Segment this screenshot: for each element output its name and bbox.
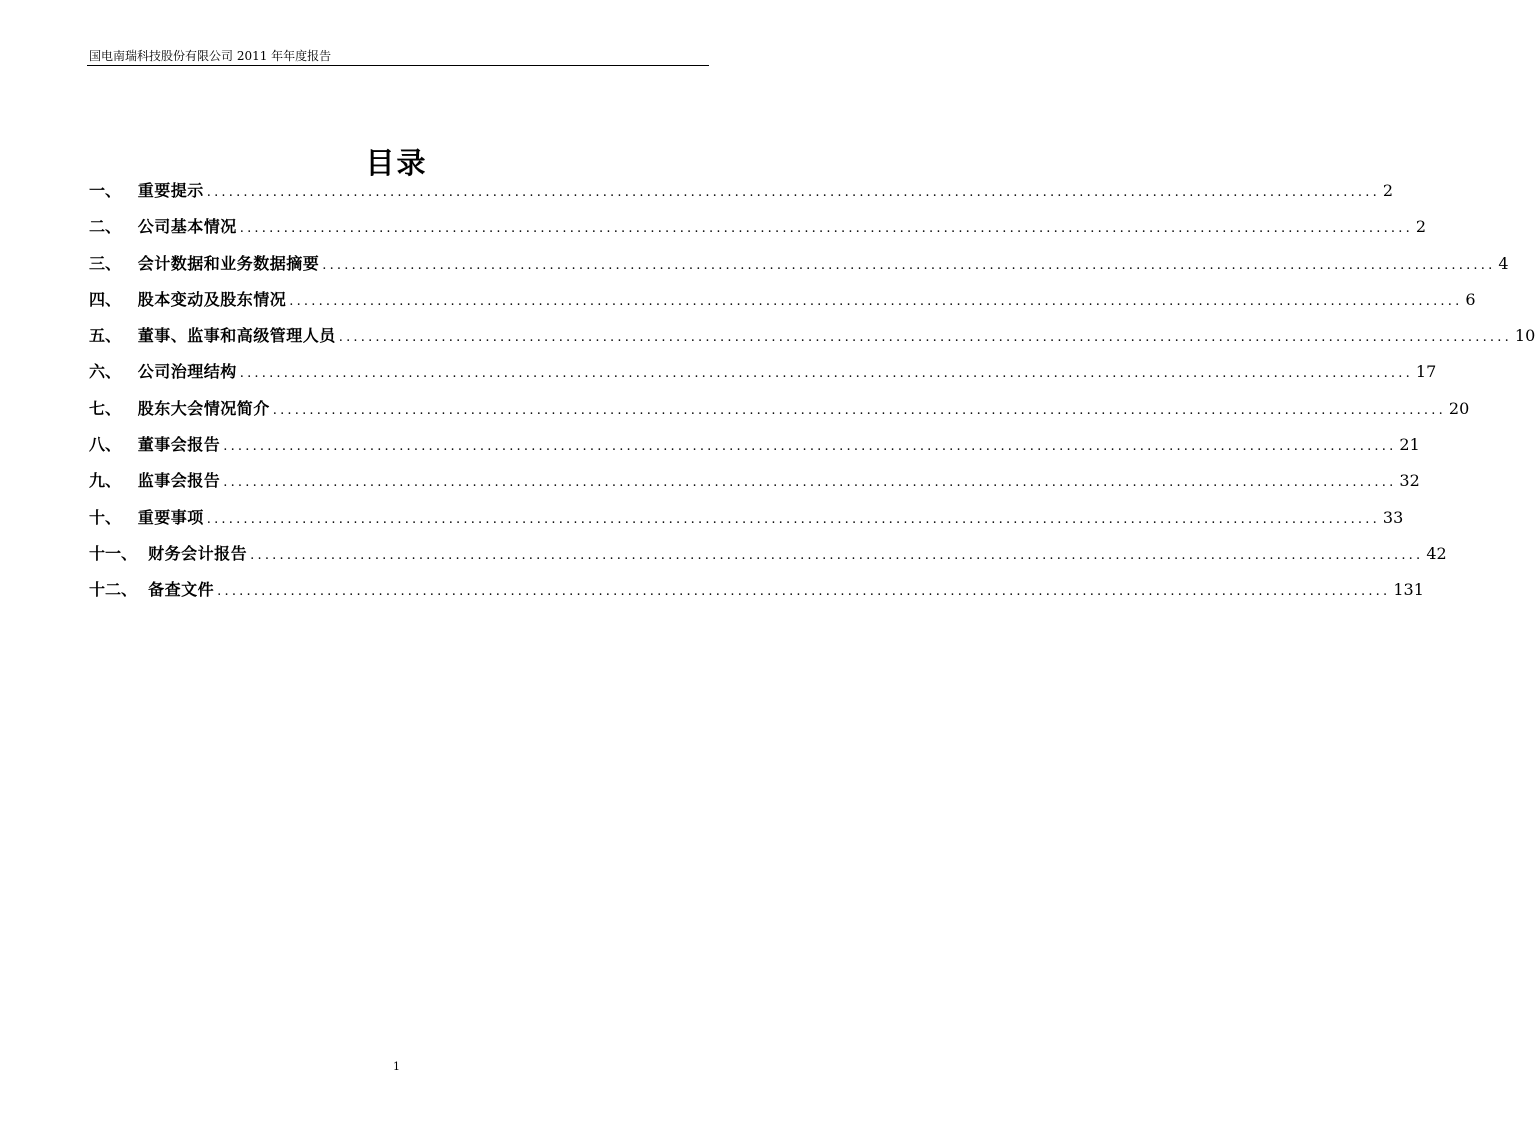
toc-entry-label: 公司治理结构 <box>137 362 237 382</box>
page-title: 目录 <box>365 146 428 180</box>
toc-entry-label: 财务会计报告 <box>148 543 248 563</box>
dot-leader: ................................................................................................................................................................ <box>223 439 1397 455</box>
toc-entry-gap <box>121 435 138 454</box>
toc-entry-page: 21 <box>1399 435 1420 455</box>
toc-entry-page: 33 <box>1382 507 1404 527</box>
toc-entry-label: 董事会报告 <box>137 435 221 455</box>
toc-entry-page: 6 <box>1465 289 1476 309</box>
toc-entry-label: 重要事项 <box>137 507 204 527</box>
toc-entry-9[interactable] <box>89 468 1420 504</box>
toc-entry-gap <box>121 508 138 527</box>
toc-entry-page: 2 <box>1415 217 1427 237</box>
toc-entry-number: 一、 <box>89 181 122 200</box>
dot-leader: ................................................................................................................................................................ <box>239 221 1413 237</box>
toc-entry-label: 股本变动及股东情况 <box>137 289 287 309</box>
toc-entry-number: 七、 <box>89 398 122 418</box>
toc-entry-number: 八、 <box>89 435 122 455</box>
dot-leader: ................................................................................................................................................................ <box>250 547 1424 563</box>
toc-entry-number: 十一、 <box>89 543 138 563</box>
toc-entry-page: 42 <box>1426 543 1447 563</box>
dot-leader: ................................................................................................................................................................ <box>217 584 1391 600</box>
toc-entry-gap <box>137 580 148 599</box>
toc-entry-label: 董事、监事和高级管理人员 <box>137 326 336 346</box>
toc-entry-number: 十二、 <box>89 580 138 600</box>
toc-entry-12[interactable] <box>89 577 1424 613</box>
toc-entry-page: 131 <box>1393 580 1424 600</box>
toc-entry-6[interactable] <box>89 359 1437 395</box>
toc-entry-label: 会计数据和业务数据摘要 <box>137 253 320 273</box>
dot-leader: ................................................................................................................................................................ <box>322 257 1496 273</box>
toc-entry-label: 监事会报告 <box>137 471 221 491</box>
toc-entry-page: 10 <box>1514 326 1535 346</box>
toc-entry-4[interactable] <box>89 287 1476 323</box>
table-of-contents <box>89 178 1535 614</box>
dot-leader: ................................................................................................................................................................ <box>206 511 1380 527</box>
toc-entry-gap <box>121 471 138 490</box>
toc-entry-gap <box>121 290 138 309</box>
toc-entry-number: 六、 <box>89 362 122 382</box>
toc-entry-10[interactable] <box>89 505 1404 541</box>
toc-entry-11[interactable] <box>89 541 1447 577</box>
toc-entry-number: 四、 <box>89 289 122 309</box>
page-number: 1 <box>393 1060 400 1073</box>
toc-entry-number: 二、 <box>89 217 122 237</box>
toc-entry-gap <box>121 362 138 381</box>
toc-entry-label: 备查文件 <box>148 580 215 600</box>
toc-entry-number: 九、 <box>89 471 122 491</box>
header-divider <box>87 65 709 66</box>
toc-entry-gap <box>121 217 138 236</box>
toc-entry-3[interactable] <box>89 251 1509 287</box>
toc-entry-7[interactable] <box>89 396 1470 432</box>
toc-entry-5[interactable] <box>89 323 1535 359</box>
toc-entry-number: 十、 <box>89 507 122 527</box>
toc-entry-gap <box>121 181 138 200</box>
running-header: 国电南瑞科技股份有限公司 2011 年年度报告 <box>89 49 332 63</box>
toc-entry-1[interactable] <box>89 178 1394 214</box>
dot-leader: ................................................................................................................................................................ <box>272 402 1446 418</box>
toc-entry-page: 17 <box>1415 362 1437 382</box>
toc-entry-gap <box>137 544 148 563</box>
toc-entry-gap <box>121 399 138 418</box>
toc-entry-label: 公司基本情况 <box>137 217 237 237</box>
toc-entry-8[interactable] <box>89 432 1420 468</box>
toc-entry-page: 2 <box>1382 181 1394 200</box>
dot-leader: ................................................................................................................................................................ <box>338 330 1512 346</box>
toc-entry-page: 4 <box>1498 253 1509 273</box>
toc-entry-2[interactable] <box>89 214 1427 250</box>
toc-entry-gap <box>121 254 138 273</box>
dot-leader: ................................................................................................................................................................ <box>289 293 1463 309</box>
dot-leader: ................................................................................................................................................................ <box>206 185 1380 200</box>
dot-leader: ................................................................................................................................................................ <box>239 366 1413 382</box>
toc-entry-page: 32 <box>1399 471 1420 491</box>
dot-leader: ................................................................................................................................................................ <box>223 475 1397 491</box>
toc-entry-number: 五、 <box>89 326 122 346</box>
toc-entry-gap <box>121 326 138 345</box>
toc-entry-number: 三、 <box>89 253 122 273</box>
toc-entry-page: 20 <box>1448 398 1470 418</box>
toc-entry-label: 股东大会情况简介 <box>137 398 270 418</box>
toc-entry-label: 重要提示 <box>137 181 204 200</box>
